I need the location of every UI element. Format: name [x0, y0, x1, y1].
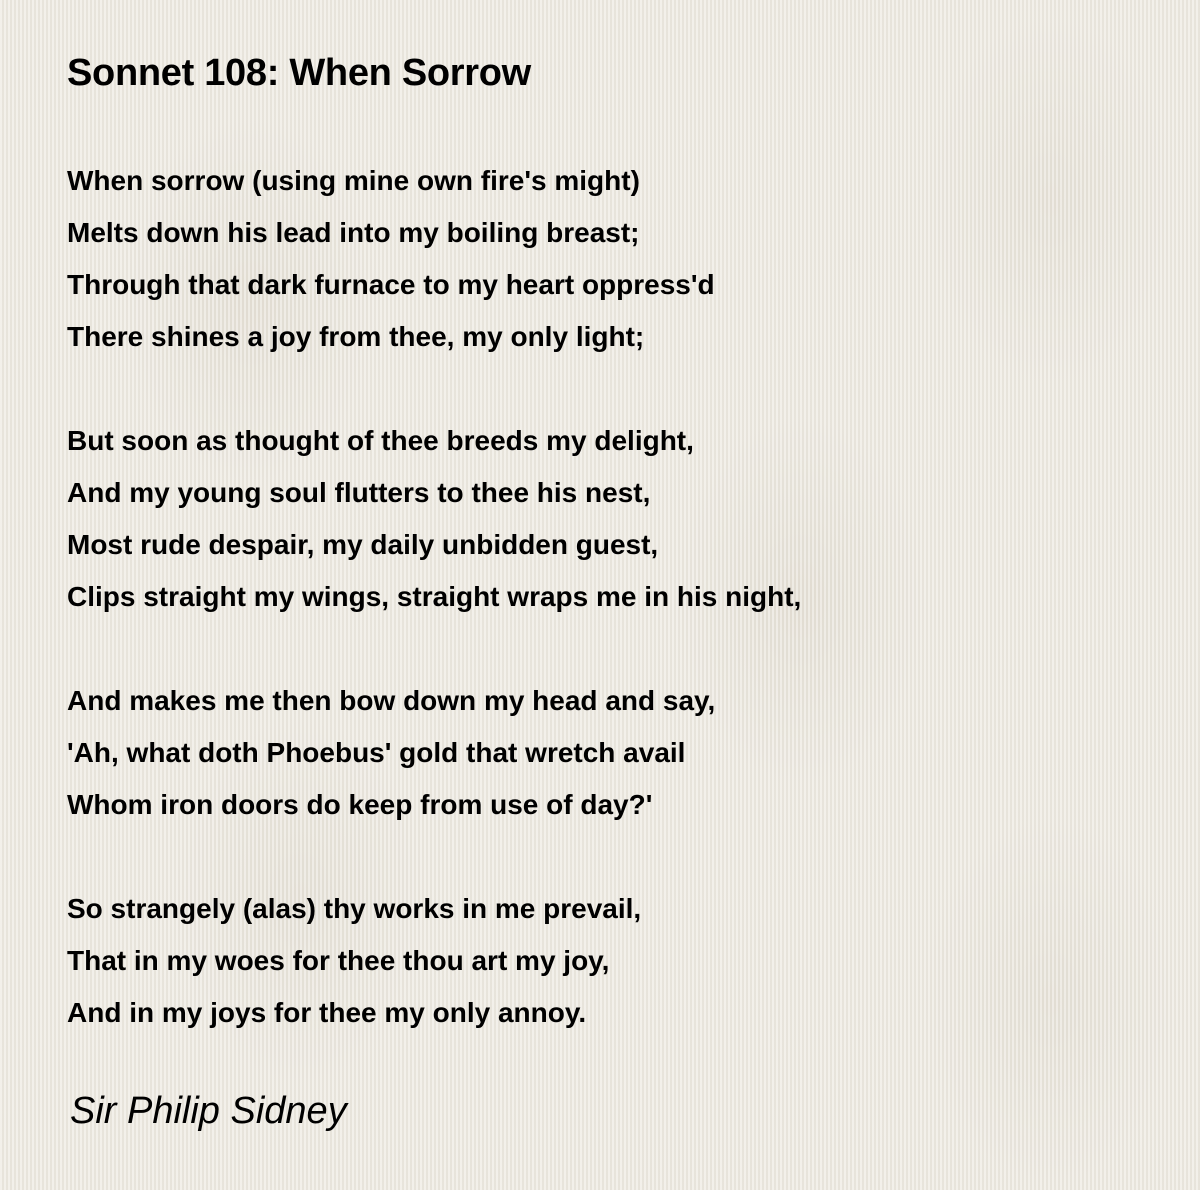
poem-body	[67, 155, 801, 1039]
poem-line: And in my joys for thee my only annoy.	[67, 997, 587, 1028]
stanza-4	[67, 883, 801, 1039]
poem-line: When sorrow (using mine own fire's might)	[67, 165, 640, 196]
poem-line: So strangely (alas) thy works in me prevail,	[67, 893, 642, 924]
poem-line: And my young soul flutters to thee his nest,	[67, 477, 651, 508]
poem-line: And makes me then bow down my head and say,	[67, 685, 716, 716]
poem-line: Melts down his lead into my boiling breast;	[67, 217, 640, 248]
stanza-gap	[67, 623, 801, 675]
poem-title: Sonnet 108: When Sorrow	[67, 52, 531, 94]
stanza-1	[67, 155, 801, 363]
poem-line: Through that dark furnace to my heart oppress'd	[67, 269, 715, 300]
stanza-2	[67, 415, 801, 623]
poem-line: But soon as thought of thee breeds my delight,	[67, 425, 694, 456]
stanza-3	[67, 675, 801, 831]
stanza-gap	[67, 831, 801, 883]
poem-line: Most rude despair, my daily unbidden guest,	[67, 529, 659, 560]
poem-line: There shines a joy from thee, my only light;	[67, 321, 645, 352]
poem-line: 'Ah, what doth Phoebus' gold that wretch avail	[67, 737, 686, 768]
poem-line: Clips straight my wings, straight wraps me in his night,	[67, 581, 802, 612]
poem-line: That in my woes for thee thou art my joy,	[67, 945, 610, 976]
poem-line: Whom iron doors do keep from use of day?'	[67, 789, 653, 820]
stanza-gap	[67, 363, 801, 415]
poem-author: Sir Philip Sidney	[70, 1090, 347, 1132]
